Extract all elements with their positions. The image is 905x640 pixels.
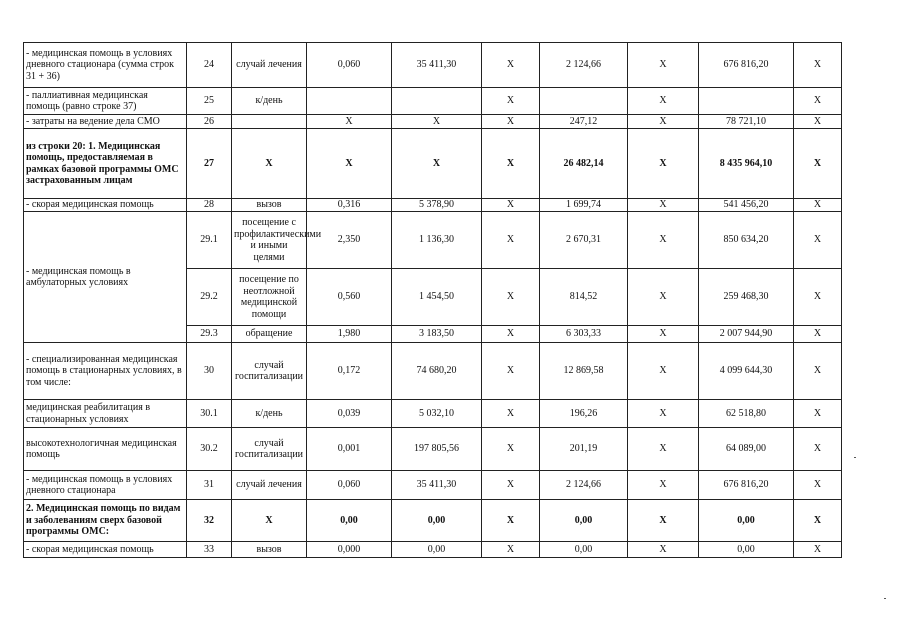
cell-value: X <box>794 428 842 471</box>
row-number: 29.2 <box>187 269 232 326</box>
row-unit: X <box>232 129 307 199</box>
cell-value: 4 099 644,30 <box>699 343 794 400</box>
cell-value: 12 869,58 <box>540 343 628 400</box>
cell-value: 0,316 <box>307 199 392 212</box>
scan-speck <box>854 457 856 458</box>
cell-value: 1 699,74 <box>540 199 628 212</box>
cell-value: X <box>628 428 699 471</box>
row-unit: X <box>232 500 307 542</box>
cell-value: 0,00 <box>392 500 482 542</box>
row-name: - медицинская помощь в условиях дневного стационара (сумма строк 31 + 36) <box>24 43 187 88</box>
cell-value: X <box>628 400 699 428</box>
table-row <box>24 500 842 542</box>
scan-speck <box>884 598 886 599</box>
cell-value: 247,12 <box>540 115 628 129</box>
table-row <box>24 88 842 115</box>
table-row <box>24 471 842 500</box>
tariff-table <box>23 42 842 558</box>
cell-value: X <box>628 212 699 269</box>
row-number: 33 <box>187 542 232 558</box>
cell-value: X <box>482 542 540 558</box>
cell-value: 2 124,66 <box>540 43 628 88</box>
row-name: из строки 20: 1. Медицинская помощь, предоставляемая в рамках базовой программы ОМС застрахованным лицам <box>24 129 187 199</box>
cell-value: X <box>307 129 392 199</box>
row-unit: случай госпитализации <box>232 428 307 471</box>
cell-value: 74 680,20 <box>392 343 482 400</box>
cell-value: 2 007 944,90 <box>699 326 794 343</box>
cell-value: 196,26 <box>540 400 628 428</box>
table-row <box>24 428 842 471</box>
cell-value: 0,039 <box>307 400 392 428</box>
cell-value: X <box>794 115 842 129</box>
row-unit: случай лечения <box>232 43 307 88</box>
cell-value: X <box>482 88 540 115</box>
cell-value: 62 518,80 <box>699 400 794 428</box>
cell-value: 201,19 <box>540 428 628 471</box>
cell-value: 5 032,10 <box>392 400 482 428</box>
cell-value: X <box>482 343 540 400</box>
table-row <box>24 43 842 88</box>
row-number: 29.1 <box>187 212 232 269</box>
cell-value: 0,00 <box>392 542 482 558</box>
cell-value: 2,350 <box>307 212 392 269</box>
cell-value: 3 183,50 <box>392 326 482 343</box>
cell-value: 35 411,30 <box>392 471 482 500</box>
row-number: 30 <box>187 343 232 400</box>
cell-value: 0,560 <box>307 269 392 326</box>
cell-value: X <box>794 542 842 558</box>
cell-value: X <box>482 471 540 500</box>
cell-value: 0,00 <box>540 542 628 558</box>
row-number: 25 <box>187 88 232 115</box>
row-unit: обращение <box>232 326 307 343</box>
cell-value: X <box>482 43 540 88</box>
cell-value: 64 089,00 <box>699 428 794 471</box>
row-unit: посещение по неотложной медицинской помощи <box>232 269 307 326</box>
row-number: 27 <box>187 129 232 199</box>
row-number: 24 <box>187 43 232 88</box>
cell-value: 676 816,20 <box>699 43 794 88</box>
cell-value: 35 411,30 <box>392 43 482 88</box>
cell-value: X <box>794 343 842 400</box>
cell-value: X <box>628 43 699 88</box>
cell-value: 5 378,90 <box>392 199 482 212</box>
cell-value: 0,172 <box>307 343 392 400</box>
row-unit: к/день <box>232 400 307 428</box>
cell-value: X <box>628 199 699 212</box>
cell-value: X <box>794 400 842 428</box>
cell-value: 0,001 <box>307 428 392 471</box>
cell-value: X <box>482 400 540 428</box>
cell-value: X <box>482 212 540 269</box>
cell-value: X <box>794 269 842 326</box>
cell-value: 0,00 <box>307 500 392 542</box>
cell-value <box>699 88 794 115</box>
row-number: 28 <box>187 199 232 212</box>
cell-value: 1 454,50 <box>392 269 482 326</box>
cell-value: 8 435 964,10 <box>699 129 794 199</box>
cell-value: X <box>628 326 699 343</box>
cell-value: 0,060 <box>307 471 392 500</box>
row-unit <box>232 115 307 129</box>
row-number: 32 <box>187 500 232 542</box>
cell-value: X <box>628 343 699 400</box>
row-unit: к/день <box>232 88 307 115</box>
cell-value: 0,060 <box>307 43 392 88</box>
row-name: - паллиативная медицинская помощь (равно строке 37) <box>24 88 187 115</box>
table-row <box>24 400 842 428</box>
row-group-name: - медицинская помощь в амбулаторных условиях <box>24 212 187 343</box>
cell-value: X <box>482 129 540 199</box>
cell-value: 814,52 <box>540 269 628 326</box>
row-number: 29.3 <box>187 326 232 343</box>
cell-value: X <box>392 129 482 199</box>
row-name: - скорая медицинская помощь <box>24 542 187 558</box>
cell-value: X <box>794 199 842 212</box>
cell-value: X <box>628 115 699 129</box>
row-name: 2. Медицинская помощь по видам и заболеваниям сверх базовой программы ОМС: <box>24 500 187 542</box>
row-number: 30.2 <box>187 428 232 471</box>
cell-value: X <box>628 471 699 500</box>
row-unit: случай госпитализации <box>232 343 307 400</box>
row-name: - специализированная медицинская помощь в стационарных условиях, в том числе: <box>24 343 187 400</box>
cell-value <box>392 88 482 115</box>
cell-value: 26 482,14 <box>540 129 628 199</box>
table-row <box>24 343 842 400</box>
cell-value: X <box>482 326 540 343</box>
cell-value: X <box>482 428 540 471</box>
cell-value: 259 468,30 <box>699 269 794 326</box>
cell-value: X <box>794 43 842 88</box>
row-unit: вызов <box>232 542 307 558</box>
row-unit: вызов <box>232 199 307 212</box>
cell-value <box>540 88 628 115</box>
cell-value <box>307 88 392 115</box>
cell-value: X <box>628 500 699 542</box>
cell-value: 0,000 <box>307 542 392 558</box>
table-row <box>24 199 842 212</box>
table-row <box>24 212 842 269</box>
cell-value: X <box>794 212 842 269</box>
row-name: - скорая медицинская помощь <box>24 199 187 212</box>
cell-value: 2 124,66 <box>540 471 628 500</box>
cell-value: X <box>628 269 699 326</box>
row-number: 30.1 <box>187 400 232 428</box>
cell-value: X <box>482 115 540 129</box>
row-name: - затраты на ведение дела СМО <box>24 115 187 129</box>
cell-value: 2 670,31 <box>540 212 628 269</box>
cell-value: X <box>628 88 699 115</box>
row-name: - медицинская помощь в условиях дневного стационара <box>24 471 187 500</box>
row-name: высокотехнологичная медицинская помощь <box>24 428 187 471</box>
cell-value: X <box>392 115 482 129</box>
cell-value: 0,00 <box>699 500 794 542</box>
cell-value: X <box>628 129 699 199</box>
row-unit: посещение с профилактическими и иными целями <box>232 212 307 269</box>
cell-value: X <box>794 500 842 542</box>
cell-value: X <box>482 269 540 326</box>
row-number: 26 <box>187 115 232 129</box>
cell-value: X <box>794 471 842 500</box>
table-row <box>24 542 842 558</box>
cell-value: 78 721,10 <box>699 115 794 129</box>
cell-value: 541 456,20 <box>699 199 794 212</box>
cell-value: X <box>482 199 540 212</box>
cell-value: 197 805,56 <box>392 428 482 471</box>
cell-value: 850 634,20 <box>699 212 794 269</box>
table-row <box>24 129 842 199</box>
cell-value: X <box>794 129 842 199</box>
row-number: 31 <box>187 471 232 500</box>
cell-value: X <box>794 326 842 343</box>
cell-value: X <box>482 500 540 542</box>
cell-value: 1,980 <box>307 326 392 343</box>
cell-value: 676 816,20 <box>699 471 794 500</box>
cell-value: 0,00 <box>540 500 628 542</box>
cell-value: X <box>794 88 842 115</box>
row-unit: случай лечения <box>232 471 307 500</box>
cell-value: 1 136,30 <box>392 212 482 269</box>
cell-value: 6 303,33 <box>540 326 628 343</box>
row-name: медицинская реабилитация в стационарных условиях <box>24 400 187 428</box>
table-row <box>24 115 842 129</box>
cell-value: 0,00 <box>699 542 794 558</box>
cell-value: X <box>307 115 392 129</box>
cell-value: X <box>628 542 699 558</box>
